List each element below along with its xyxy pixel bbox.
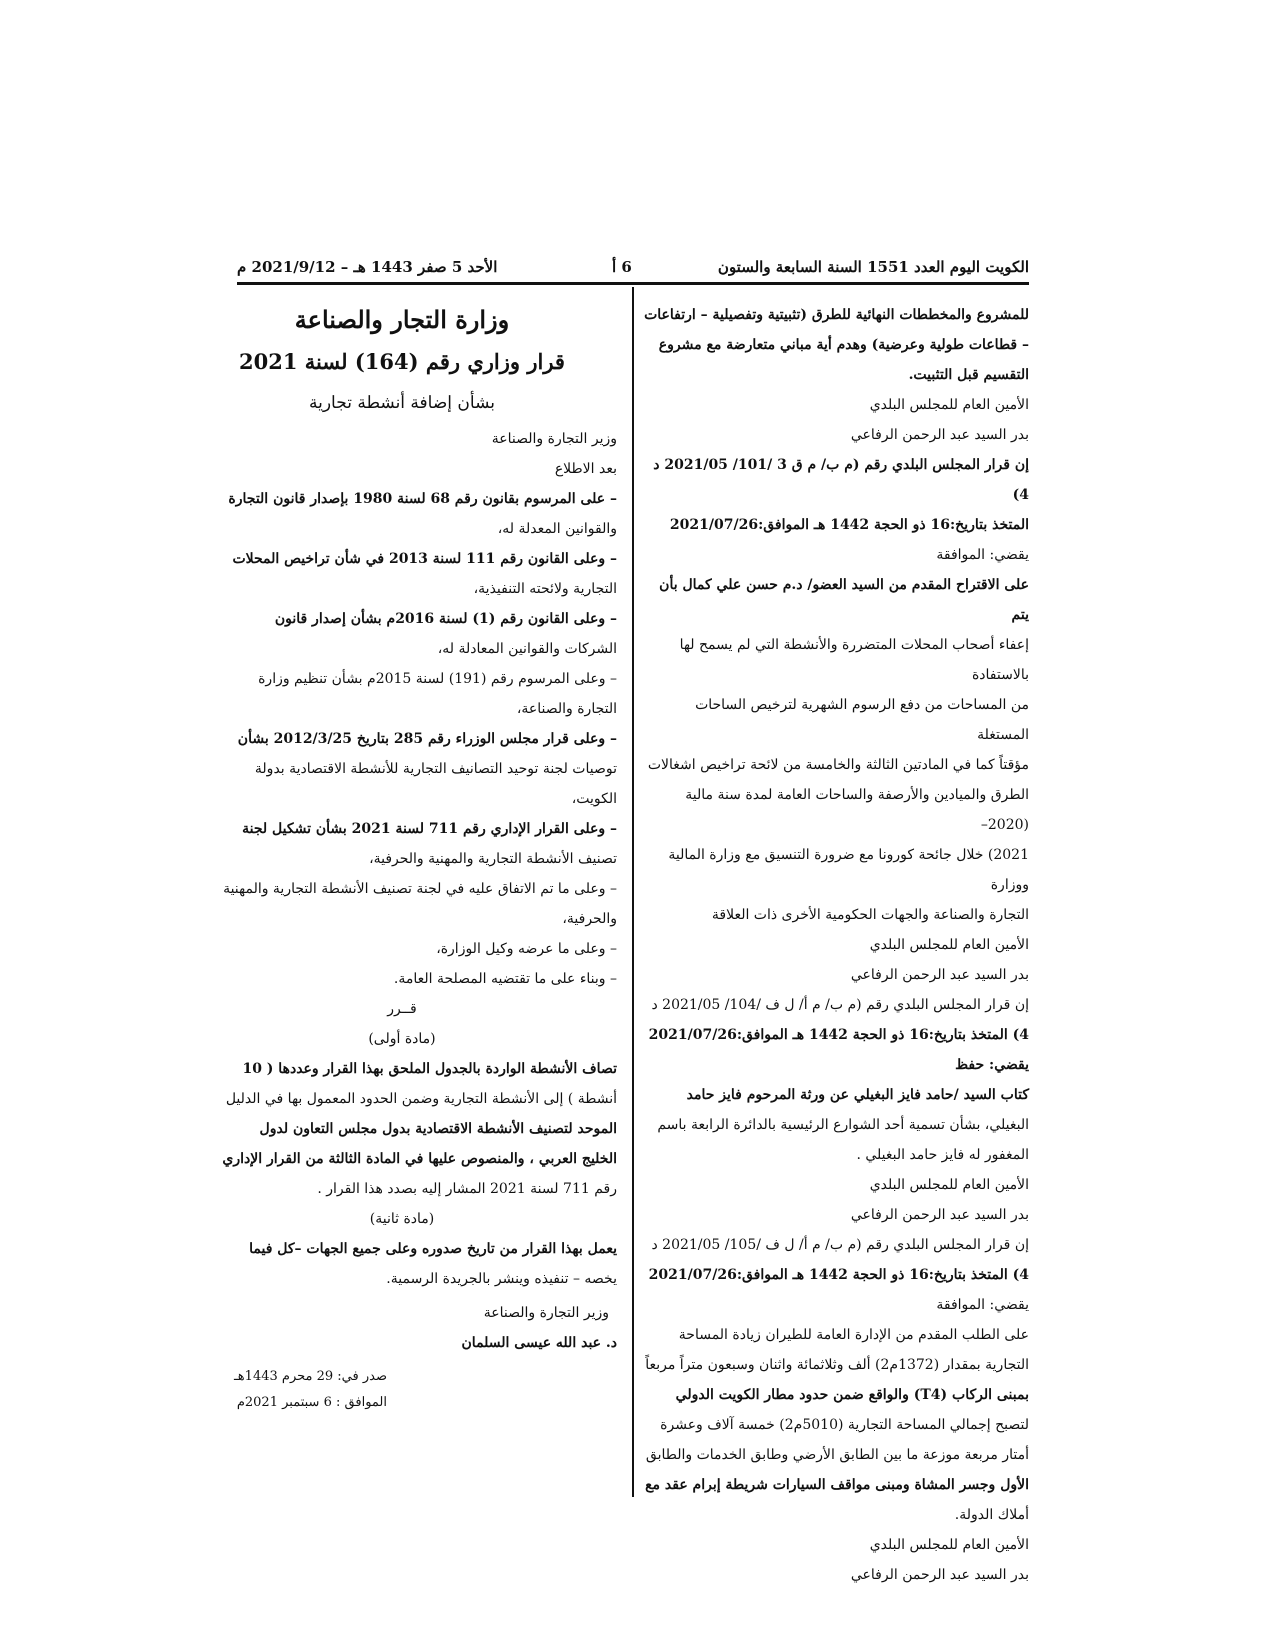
text-line: 4) المتخذ بتاريخ:16 ذو الحجة 1442 هـ الموافق:2021/07/26 [648,1027,1029,1043]
text-line: الخليج العربي ، والمنصوص عليها في المادة الثالثة من القرار الإداري [222,1151,617,1167]
header-page-number: 6 أ [612,258,632,276]
text-line: المغفور له فايز حامد البغيلي . [856,1147,1029,1163]
text-line: يعمل بهذا القرار من تاريخ صدوره وعلى جميع الجهات –كل فيما [249,1241,617,1257]
text-line: بدر السيد عبد الرحمن الرفاعي [850,427,1029,443]
text-line: بدر السيد عبد الرحمن الرفاعي [850,1567,1029,1583]
text-line: بعد الاطلاع [554,461,617,477]
left-column [187,300,617,1416]
ministry-title: وزارة التجار والصناعة [294,305,510,334]
issued-date-hijri: صدر في: 29 محرم 1443هـ [234,1369,387,1384]
signature-title: وزير التجارة والصناعة [483,1305,609,1321]
text-line: التجارة والصناعة والجهات الحكومية الأخرى ذات العلاقة [711,907,1029,923]
text-line: إن قرار المجلس البلدي رقم (م ب/ م أ/ ل ف /104/ 2021/05 د [651,997,1029,1013]
text-line: التجارية بمقدار (1372م2) ألف وثلاثمائة واثنان وسبعون متراً مربعاً [645,1357,1029,1373]
text-line: رقم 711 لسنة 2021 المشار إليه بصدد هذا القرار . [317,1181,617,1197]
text-line: أملاك الدولة. [954,1507,1029,1523]
text-line: يقضي: الموافقة [936,1297,1029,1313]
text-line: الأمين العام للمجلس البلدي [869,937,1029,953]
text-line: تصنيف الأنشطة التجارية والمهنية والحرفية، [369,851,617,867]
text-line: الأمين العام للمجلس البلدي [869,397,1029,413]
text-line: توصيات لجنة توحيد التصانيف التجارية للأنشطة الاقتصادية بدولة [254,761,617,777]
text-line: أمتار مربعة موزعة ما بين الطابق الأرضي وطابق الخدمات والطابق [645,1447,1029,1463]
text-line: بمبنى الركاب (T4) والواقع ضمن حدود مطار الكويت الدولي [675,1387,1029,1403]
text-line: يقضي: الموافقة [936,547,1029,563]
article1-title: (مادة أولى) [368,1031,436,1047]
text-line: تصاف الأنشطة الواردة بالجدول الملحق بهذا القرار وعددها ( 10 [242,1061,617,1077]
text-line: بدر السيد عبد الرحمن الرفاعي [850,1207,1029,1223]
text-line: المتخذ بتاريخ:16 ذو الحجة 1442 هـ الموافق:2021/07/26 [669,517,1029,533]
issue-date-block [187,1364,387,1416]
text-line: وزير التجارة والصناعة [491,431,617,447]
article2-title: (مادة ثانية) [369,1211,435,1227]
text-line: إن قرار المجلس البلدي رقم (م ب/ م أ/ ل ف /105/ 2021/05 د [651,1237,1029,1253]
signature-name: د. عبد الله عيسى السلمان [461,1335,617,1351]
issued-date-gregorian: الموافق : 6 سبتمبر 2021م [236,1395,387,1410]
text-line: التجارة والصناعة، [516,701,617,717]
text-line: – وعلى المرسوم رقم (191) لسنة 2015م بشأن تنظيم وزارة [258,671,617,687]
text-line: يخصه – تنفيذه وينشر بالجريدة الرسمية. [386,1271,617,1287]
header-issue-info: الكويت اليوم العدد 1551 السنة السابعة والستون [717,258,1029,276]
text-line: التقسيم قبل التثبيت. [908,367,1029,383]
decision-subject: بشأن إضافة أنشطة تجارية [309,393,495,413]
signature-block [187,1298,617,1358]
text-line: مؤقتاً كما في المادتين الثالثة والخامسة من لائحة تراخيص اشغالات [647,757,1029,773]
text-line: الشركات والقوانين المعادلة له، [437,641,617,657]
decided-heading: قــرر [387,1001,417,1017]
article2-body [187,1234,617,1294]
text-line: – على المرسوم بقانون رقم 68 لسنة 1980 بإصدار قانون التجارة [228,491,617,507]
text-line: – وعلى قرار مجلس الوزراء رقم 285 بتاريخ 2012/3/25 بشأن [237,731,617,747]
text-line: الطرق والميادين والأرصفة والساحات العامة لمدة سنة مالية (2020– [685,787,1029,833]
text-line: الأول وجسر المشاة ومبنى مواقف السيارات شريطة إبرام عقد مع [645,1477,1029,1493]
text-line: الموحد لتصنيف الأنشطة الاقتصادية بدول مجلس التعاون لدول [259,1121,617,1137]
text-line: على الاقتراح المقدم من السيد العضو/ د.م حسن علي كمال بأن يتم [659,577,1029,623]
text-line: إعفاء أصحاب المحلات المتضررة والأنشطة التي لم يسمح لها بالاستفادة [679,637,1029,683]
text-line: – وعلى ما تم الاتفاق عليه في لجنة تصنيف الأنشطة التجارية والمهنية [223,881,617,897]
text-line: الأمين العام للمجلس البلدي [869,1537,1029,1553]
text-line: من المساحات من دفع الرسوم الشهرية لترخيص الساحات المستغلة [695,697,1029,743]
page-header [237,258,1029,285]
decision-number: قرار وزاري رقم (164) لسنة 2021 [239,349,565,374]
text-line: كتاب السيد /حامد فايز البغيلي عن ورثة المرحوم فايز حامد [686,1087,1029,1103]
text-line: – وعلى ما عرضه وكيل الوزارة، [436,941,617,957]
header-date: الأحد 5 صفر 1443 هـ – 2021/9/12 م [237,258,498,276]
text-line: على الطلب المقدم من الإدارة العامة للطيران زيادة المساحة [678,1327,1029,1343]
text-line: إن قرار المجلس البلدي رقم (م ب/ م ق 3 /101/ 2021/05 د 4) [653,457,1029,503]
text-line: – وعلى القرار الإداري رقم 711 لسنة 2021 بشأن تشكيل لجنة [242,821,617,837]
text-line: والحرفية، [562,911,617,927]
text-line: التجارية ولائحته التنفيذية، [473,581,617,597]
right-column [643,300,1029,1590]
preamble [187,424,617,994]
text-line: 2021) خلال جائحة كورونا مع ضرورة التنسيق مع وزارة المالية ووزارة [668,847,1029,893]
text-line: لتصبح إجمالي المساحة التجارية (5010م2) خمسة آلاف وعشرة [660,1417,1029,1433]
text-line: أنشطة ) إلى الأنشطة التجارية وضمن الحدود المعمول بها في الدليل [225,1091,617,1107]
text-line: للمشروع والمخططات النهائية للطرق (تثبيتية وتفصيلية – ارتفاعات [644,307,1029,323]
text-line: – وعلى القانون رقم (1) لسنة 2016م بشأن إصدار قانون [274,611,617,627]
text-line: بدر السيد عبد الرحمن الرفاعي [850,967,1029,983]
article1-body [187,1054,617,1204]
text-line: – وبناء على ما تقتضيه المصلحة العامة. [393,971,617,987]
text-line: 4) المتخذ بتاريخ:16 ذو الحجة 1442 هـ الموافق:2021/07/26 [648,1267,1029,1283]
text-line: الأمين العام للمجلس البلدي [869,1177,1029,1193]
text-line: – وعلى القانون رقم 111 لسنة 2013 في شأن تراخيص المحلات [232,551,617,567]
text-line: – قطاعات طولية وعرضية) وهدم أية مباني متعارضة مع مشروع [658,337,1029,353]
column-divider [632,287,634,1497]
text-line: والقوانين المعدلة له، [497,521,617,537]
text-line: البغيلي، بشأن تسمية أحد الشوارع الرئيسية بالدائرة الرابعة باسم [657,1117,1029,1133]
text-line: الكويت، [571,791,617,807]
text-line: يقضي: حفظ [955,1057,1029,1073]
